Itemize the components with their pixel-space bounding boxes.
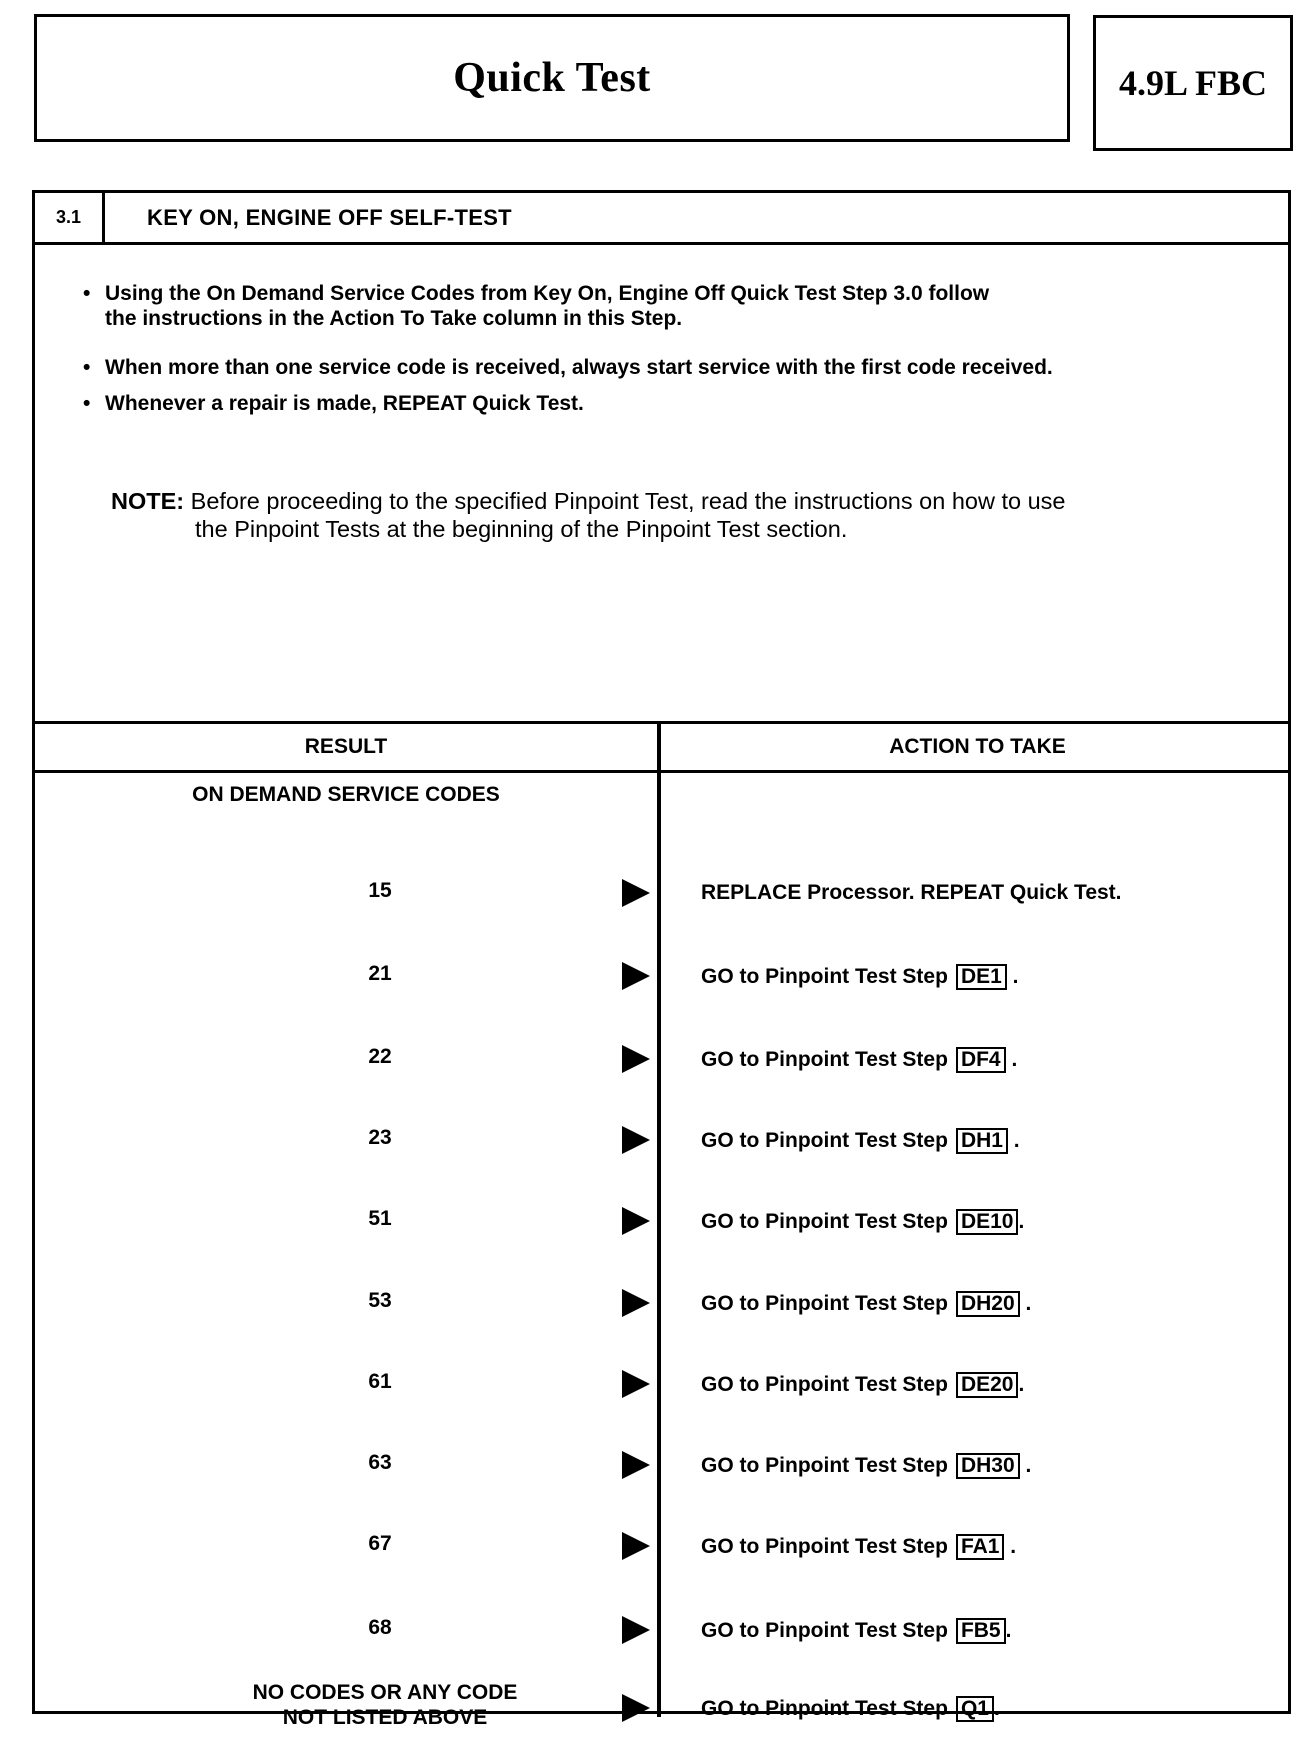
page-title: Quick Test: [453, 55, 651, 101]
action-text: GO to Pinpoint Test Step FA1 .: [701, 1535, 1017, 1558]
pinpoint-step-ref: DE1: [956, 964, 1007, 990]
instruction-text: Whenever a repair is made, REPEAT Quick Test.: [105, 392, 584, 415]
pinpoint-step-ref: DH30: [956, 1453, 1020, 1479]
service-code: 15: [368, 879, 392, 902]
action-go-text: GO to Pinpoint Test Step: [701, 1697, 948, 1720]
pinpoint-step-ref: FB5: [956, 1618, 1006, 1644]
result-column-header: RESULT: [304, 735, 388, 758]
action-column-header: ACTION TO TAKE: [889, 735, 1066, 758]
arrow-right-icon: [622, 1289, 650, 1317]
service-code: 23: [368, 1126, 392, 1149]
pinpoint-step-ref: DE10: [956, 1209, 1019, 1235]
table-row: [35, 1039, 1291, 1079]
service-code: 53: [368, 1289, 392, 1312]
bullet-icon: •: [83, 392, 91, 415]
note: [111, 487, 1065, 543]
test-step-panel: [32, 190, 1291, 1729]
instruction-text: the instructions in the Action To Take column in this Step.: [105, 307, 683, 330]
instruction-text: Using the On Demand Service Codes from Key On, Engine Off Quick Test Step 3.0 follow: [105, 282, 990, 305]
table-row: [35, 956, 1291, 996]
arrow-right-icon: [622, 879, 650, 907]
action-go-text: GO to Pinpoint Test Step: [701, 1454, 948, 1477]
arrow-right-icon: [622, 962, 650, 990]
action-text: GO to Pinpoint Test Step DH1 .: [701, 1129, 1020, 1152]
page-title-box: [34, 14, 1070, 142]
service-code: 51: [368, 1207, 392, 1230]
step-title: KEY ON, ENGINE OFF SELF-TEST: [147, 205, 512, 230]
table-row: [35, 1445, 1291, 1485]
pinpoint-step-ref: FA1: [956, 1534, 1005, 1560]
arrow-right-icon: [622, 1616, 650, 1644]
service-code-line: NO CODES OR ANY CODE: [252, 1681, 518, 1704]
table-row: [35, 1283, 1291, 1323]
table-row: [35, 873, 1291, 913]
step-number: 3.1: [35, 193, 105, 242]
arrow-right-icon: [622, 1045, 650, 1073]
pinpoint-step-ref: DH1: [956, 1128, 1008, 1154]
action-text: GO to Pinpoint Test Step DE10 .: [701, 1210, 1025, 1233]
action-text: GO to Pinpoint Test Step DE20 .: [701, 1373, 1025, 1396]
arrow-right-icon: [622, 1451, 650, 1479]
action-go-text: GO to Pinpoint Test Step: [701, 965, 948, 988]
arrow-right-icon: [622, 1532, 650, 1560]
bullet-icon: •: [83, 356, 91, 379]
arrow-right-icon: [622, 1694, 650, 1722]
pinpoint-step-ref: DH20: [956, 1291, 1020, 1317]
table-row: [35, 1201, 1291, 1241]
service-code: 61: [368, 1370, 392, 1393]
table-row: [35, 1681, 1291, 1729]
arrow-right-icon: [622, 1126, 650, 1154]
action-text: GO to Pinpoint Test Step FB5 .: [701, 1619, 1012, 1642]
table-row: [35, 1610, 1291, 1650]
table-row: [35, 1120, 1291, 1160]
instructions: [35, 245, 1288, 723]
engine-label-box: [1093, 15, 1293, 151]
step-header: [35, 193, 1288, 245]
service-code: [165, 1680, 605, 1730]
action-go-text: GO to Pinpoint Test Step: [701, 1129, 948, 1152]
action-text: GO to Pinpoint Test Step DH30 .: [701, 1454, 1032, 1477]
action-text: REPLACE Processor. REPEAT Quick Test.: [701, 881, 1122, 904]
instruction-text: When more than one service code is received, always start service with the first code received.: [105, 356, 1053, 379]
action-text: GO to Pinpoint Test Step DF4 .: [701, 1048, 1018, 1071]
service-code: 68: [368, 1616, 392, 1639]
action-text: GO to Pinpoint Test Step DH20 .: [701, 1292, 1032, 1315]
note-label: NOTE:: [111, 488, 185, 514]
action-text: GO to Pinpoint Test Step Q1 .: [701, 1697, 1000, 1720]
note-text: the Pinpoint Tests at the beginning of the Pinpoint Test section.: [195, 516, 848, 542]
divider: [35, 770, 1288, 773]
pinpoint-step-ref: Q1: [956, 1696, 994, 1722]
table-row: [35, 1526, 1291, 1566]
pinpoint-step-ref: DF4: [956, 1047, 1006, 1073]
action-go-text: GO to Pinpoint Test Step: [701, 1373, 948, 1396]
arrow-right-icon: [622, 1370, 650, 1398]
action-text: GO to Pinpoint Test Step DE1 .: [701, 965, 1019, 988]
note-text: Before proceeding to the specified Pinpoint Test, read the instructions on how to use: [190, 488, 1066, 514]
service-code: 67: [368, 1532, 392, 1555]
pinpoint-step-ref: DE20: [956, 1372, 1019, 1398]
table-row: [35, 1364, 1291, 1404]
action-go-text: GO to Pinpoint Test Step: [701, 1210, 948, 1233]
service-code: 22: [368, 1045, 392, 1068]
service-code: 63: [368, 1451, 392, 1474]
bullet-icon: •: [83, 282, 91, 305]
service-codes-heading: ON DEMAND SERVICE CODES: [192, 783, 500, 806]
action-go-text: GO to Pinpoint Test Step: [701, 1535, 948, 1558]
action-go-text: GO to Pinpoint Test Step: [701, 1292, 948, 1315]
action-go-text: GO to Pinpoint Test Step: [701, 1048, 948, 1071]
service-code-line: NOT LISTED ABOVE: [282, 1706, 488, 1729]
engine-label: 4.9L FBC: [1118, 63, 1268, 103]
arrow-right-icon: [622, 1207, 650, 1235]
action-go-text: GO to Pinpoint Test Step: [701, 1619, 948, 1642]
service-code: 21: [368, 962, 392, 985]
